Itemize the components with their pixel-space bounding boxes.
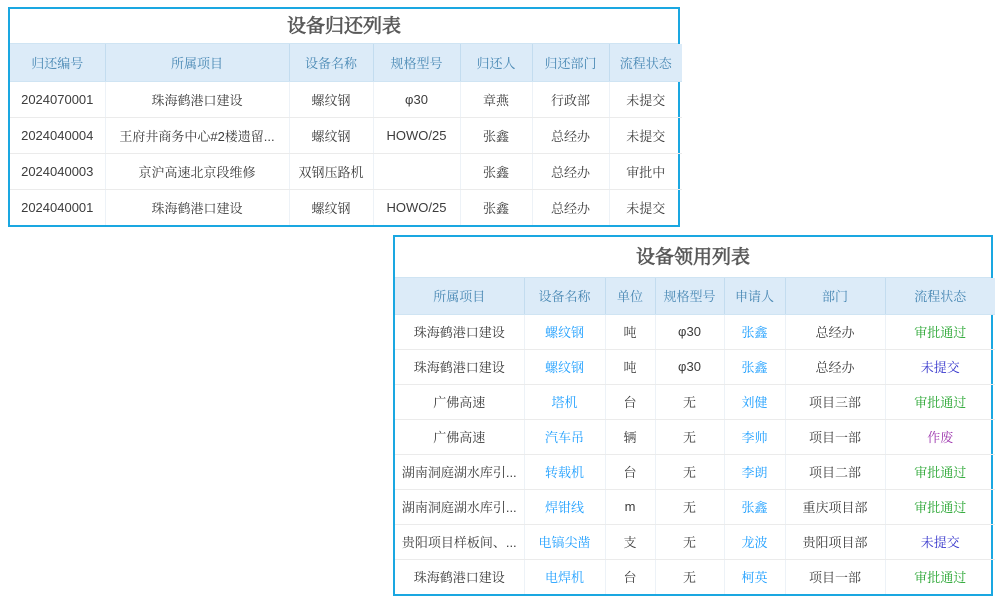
- table-cell: 无: [655, 489, 724, 524]
- status-cell: 审批通过: [914, 570, 967, 586]
- cell-link[interactable]: 张鑫: [724, 489, 785, 524]
- return-table-body: [10, 81, 682, 225]
- table-row: [10, 153, 682, 189]
- cell-link[interactable]: 龙波: [724, 524, 785, 559]
- status-cell: 审批通过: [885, 384, 995, 419]
- table-cell: 王府井商务中心#2楼遗留...: [105, 117, 289, 153]
- column-header-device-name: 设备名称: [289, 44, 373, 81]
- table-cell: φ30: [373, 81, 460, 117]
- table-cell: 总经办: [785, 314, 885, 349]
- table-row: [395, 524, 995, 559]
- table-row: [395, 489, 995, 524]
- return-table-header: [10, 44, 682, 81]
- equipment-issue-table-card: [393, 235, 993, 596]
- table-cell: 未提交: [609, 117, 682, 153]
- table-row: [10, 81, 682, 117]
- cell-link[interactable]: 转载机: [524, 454, 605, 489]
- header-row: [395, 278, 995, 314]
- column-header-project: 所属项目: [105, 44, 289, 81]
- column-header-spec-model: 规格型号: [373, 44, 460, 81]
- status-cell: 审批通过: [885, 314, 995, 349]
- table-cell: 辆: [605, 419, 655, 454]
- table-cell: 珠海鹤港口建设: [395, 314, 524, 349]
- table-row: [10, 117, 682, 153]
- table-cell: 广佛高速: [395, 384, 524, 419]
- table-cell: 螺纹钢: [289, 81, 373, 117]
- table-cell: 广佛高速: [395, 419, 524, 454]
- cell-link[interactable]: 螺纹钢: [524, 349, 605, 384]
- table-cell: 未提交: [609, 81, 682, 117]
- cell-link[interactable]: 电焊机: [524, 559, 605, 594]
- table-cell: 行政部: [532, 81, 609, 117]
- table-cell: 贵阳项目部: [785, 524, 885, 559]
- status-cell: 未提交: [885, 349, 995, 384]
- table-cell: 无: [655, 559, 724, 594]
- status-cell: 未提交: [885, 524, 995, 559]
- table-cell: m: [605, 489, 655, 524]
- table-cell: 总经办: [532, 117, 609, 153]
- table-cell: 总经办: [532, 189, 609, 225]
- table-cell: 无: [655, 419, 724, 454]
- table-cell: 项目一部: [785, 559, 885, 594]
- column-header-unit: 单位: [605, 278, 655, 314]
- table-cell: HOWO/25: [373, 189, 460, 225]
- table-cell: 张鑫: [460, 189, 532, 225]
- table-cell: 贵阳项目样板间、...: [395, 524, 524, 559]
- table-cell: 吨: [605, 349, 655, 384]
- table-cell: 珠海鹤港口建设: [105, 189, 289, 225]
- cell-link[interactable]: 张鑫: [724, 349, 785, 384]
- cell-link[interactable]: 螺纹钢: [524, 314, 605, 349]
- issue-table-header: [395, 278, 995, 314]
- column-header-project: 所属项目: [395, 278, 524, 314]
- cell-link[interactable]: 焊钳线: [524, 489, 605, 524]
- table-cell: 湖南洞庭湖水库引...: [395, 489, 524, 524]
- table-cell: 总经办: [532, 153, 609, 189]
- table-cell: 支: [605, 524, 655, 559]
- cell-link[interactable]: 张鑫: [724, 314, 785, 349]
- cell-link[interactable]: 李朗: [724, 454, 785, 489]
- table-cell: 2024040003: [10, 153, 105, 189]
- column-header-returner: 归还人: [460, 44, 532, 81]
- table-cell: 2024070001: [10, 81, 105, 117]
- column-header-return-dept: 归还部门: [532, 44, 609, 81]
- cell-link[interactable]: 刘健: [724, 384, 785, 419]
- column-header-department: 部门: [785, 278, 885, 314]
- table-cell: 张鑫: [460, 117, 532, 153]
- table-cell: 项目二部: [785, 454, 885, 489]
- table-cell: 无: [655, 454, 724, 489]
- table-cell: 螺纹钢: [289, 189, 373, 225]
- table-cell: 京沪高速北京段维修: [105, 153, 289, 189]
- equipment-issue-table: [395, 278, 995, 594]
- column-header-spec-model: 规格型号: [655, 278, 724, 314]
- cell-link[interactable]: 塔机: [524, 384, 605, 419]
- table-cell: [373, 153, 460, 189]
- table-cell: 吨: [605, 314, 655, 349]
- table-cell: 珠海鹤港口建设: [395, 349, 524, 384]
- table-cell: 项目三部: [785, 384, 885, 419]
- cell-link[interactable]: 汽车吊: [524, 419, 605, 454]
- table-cell: 项目一部: [785, 419, 885, 454]
- table-cell: 无: [655, 524, 724, 559]
- column-header-flow-status: 流程状态: [885, 278, 995, 314]
- status-cell: 审批通过: [885, 454, 995, 489]
- table-cell: 章燕: [460, 81, 532, 117]
- table-cell: 审批中: [609, 153, 682, 189]
- column-header-flow-status: 流程状态: [609, 44, 682, 81]
- return-table-title: 设备归还列表: [10, 9, 678, 44]
- status-cell: 作废: [885, 419, 995, 454]
- table-cell: 未提交: [626, 200, 666, 216]
- table-cell: 张鑫: [460, 153, 532, 189]
- table-cell: 2024040004: [10, 117, 105, 153]
- status-cell: 审批通过: [885, 489, 995, 524]
- table-cell: 重庆项目部: [785, 489, 885, 524]
- cell-link[interactable]: 柯英: [724, 559, 785, 594]
- table-row: [395, 419, 995, 454]
- column-header-applicant: 申请人: [724, 278, 785, 314]
- equipment-return-table-card: [8, 7, 680, 227]
- table-row: [395, 349, 995, 384]
- table-cell: 螺纹钢: [289, 117, 373, 153]
- table-cell: φ30: [655, 349, 724, 384]
- table-cell: 台: [605, 454, 655, 489]
- table-row: [395, 384, 995, 419]
- table-cell: HOWO/25: [373, 117, 460, 153]
- table-cell: 2024040001: [10, 189, 105, 225]
- issue-table-title: 设备领用列表: [395, 237, 991, 278]
- table-cell: 珠海鹤港口建设: [395, 559, 524, 594]
- issue-table-body: [395, 314, 995, 594]
- table-cell: 湖南洞庭湖水库引...: [395, 454, 524, 489]
- table-row: [10, 189, 682, 225]
- column-header-return-no: 归还编号: [10, 44, 105, 81]
- table-cell: φ30: [655, 314, 724, 349]
- table-cell: 无: [655, 384, 724, 419]
- header-row: [10, 44, 682, 81]
- table-row: [395, 454, 995, 489]
- table-row: [395, 559, 995, 594]
- equipment-return-table: [10, 44, 682, 225]
- cell-link[interactable]: 李帅: [724, 419, 785, 454]
- table-cell: 台: [605, 559, 655, 594]
- table-cell: 双钢压路机: [289, 153, 373, 189]
- cell-link[interactable]: 电镐尖凿: [524, 524, 605, 559]
- column-header-device-name: 设备名称: [524, 278, 605, 314]
- table-row: [395, 314, 995, 349]
- table-cell: 台: [605, 384, 655, 419]
- table-cell: 总经办: [785, 349, 885, 384]
- table-cell: 珠海鹤港口建设: [105, 81, 289, 117]
